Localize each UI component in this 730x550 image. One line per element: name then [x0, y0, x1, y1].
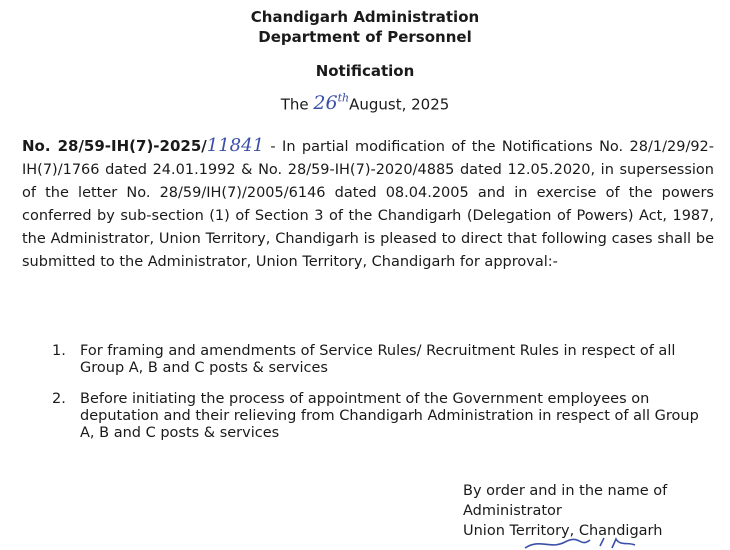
body-text: - In partial modification of the Notifications No. 28/1/29/92-IH(7)/1766 dated 24.01.1992 & No. 28/59-IH(7)-2020/4885 dated 12.05.2020, in supersession of the letter No. 28/59/IH(7)/2005/6146 dated 08.04.2005 and in exercise of the powers conferred by sub-section (1) of Section 3 of the Chandigarh (Delegation of Powers) Act, 1987, the Administrator, Union Territory, Chandigarh is pleased to direct that following cases shall be submitted to the Administrator, Union Territory, Chandigarh for approval:- [22, 139, 715, 270]
department-heading: Chandigarh Administration [250, 8, 480, 26]
date-month-year: August, 2025 [349, 95, 450, 114]
reference-number: No. 28/59-IH(7)-2025/ [22, 137, 207, 155]
list-item: 2. Before initiating the process of appointment of the Government employees on deputation and their relieving from Chandigarh Administration in respect of all Group A, B and C posts & services [52, 391, 699, 441]
department-subheading: Department of Personnel [258, 28, 472, 46]
list-item: 1. For framing and amendments of Service Rules/ Recruitment Rules in respect of all Group A, B and C posts & services [52, 343, 676, 376]
date-prefix: The [280, 95, 309, 114]
notification-body [22, 134, 714, 274]
signature-block [463, 481, 713, 541]
notification-title: Notification [315, 62, 415, 80]
notification-date [0, 92, 730, 114]
date-day-handwritten: 26th [313, 92, 350, 115]
signature-line-1: By order and in the name of [463, 483, 668, 499]
approval-cases-list [52, 343, 714, 456]
signature-line-2: Administrator [463, 503, 562, 519]
signature-line-3: Union Territory, Chandigarh [463, 523, 663, 539]
reference-number-handwritten: 11841 [206, 135, 265, 156]
